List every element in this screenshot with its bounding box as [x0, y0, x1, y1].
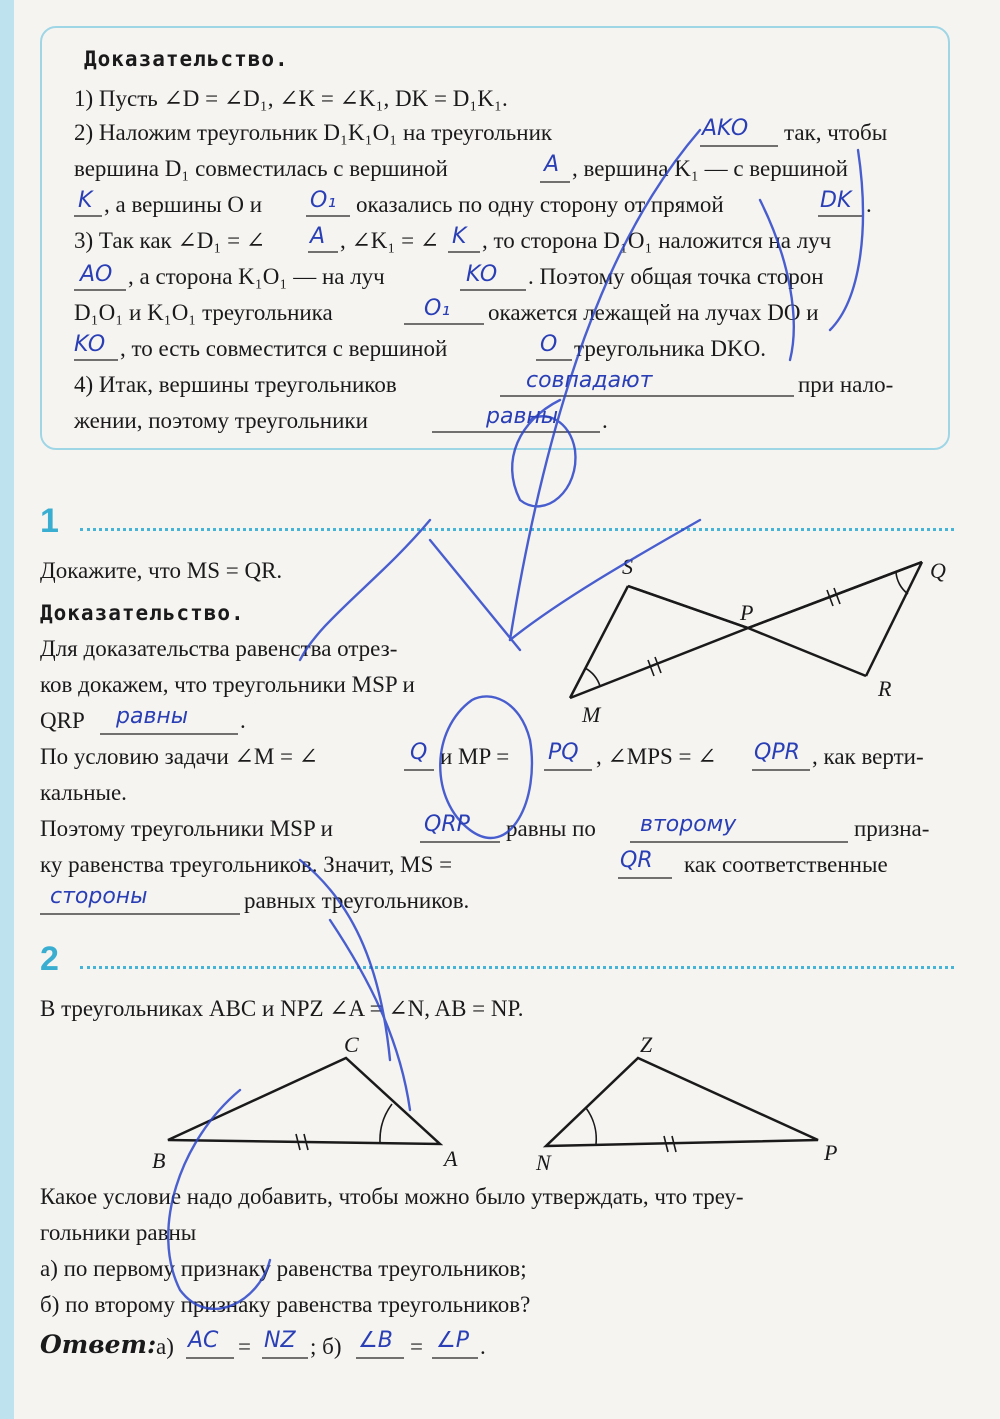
ink-h10: O₁: [424, 296, 451, 321]
ink-h25: ∠B: [358, 1328, 393, 1353]
label-N: N: [536, 1150, 551, 1175]
task-1-line-3a: QRP: [40, 708, 85, 733]
ink-h23: AC: [188, 1328, 219, 1353]
task-1-line-8: равных треугольников.: [244, 888, 470, 913]
ink-h13: совпадают: [526, 368, 653, 393]
figure-msp-qrp: [570, 562, 922, 698]
figure-abc: [168, 1058, 440, 1150]
pen-scribbles: [168, 130, 863, 1309]
ink-h14: равны: [486, 404, 559, 429]
task-2-number: 2: [40, 940, 59, 978]
proof-line-8b: треугольника DKO.: [574, 336, 766, 361]
task-1-line-4a: По условию задачи ∠M = ∠: [40, 744, 319, 769]
ink-h1: AKO: [702, 116, 749, 141]
proof-line-4b: оказались по одну сторону от прямой: [356, 192, 724, 217]
ink-h3: K: [78, 188, 93, 213]
ink-h8: AO: [80, 262, 113, 287]
task-1-line-4b: и MP =: [440, 744, 510, 769]
ink-h24: NZ: [264, 1328, 296, 1353]
task-1-line-3b: .: [240, 708, 246, 733]
ink-h26: ∠P: [436, 1328, 469, 1353]
proof-line-6b: . Поэтому общая точка сторон: [528, 264, 824, 289]
proof-line-6a: , а сторона K₁O₁ — на луч: [128, 264, 385, 289]
proof-line-7b: окажется лежащей на лучах DO и: [488, 300, 819, 325]
ink-h4: O₁: [310, 188, 337, 213]
proof-line-1: 1) Пусть ∠D = ∠D₁, ∠K = ∠K₁, DK = D₁K₁.: [74, 86, 508, 111]
task-1-line-4d: , как верти-: [812, 744, 924, 769]
answer-label: Ответ:: [40, 1330, 157, 1359]
ink-h5: DK: [820, 188, 852, 213]
label-C: C: [344, 1032, 359, 1057]
figure-npz: [546, 1058, 818, 1152]
task-1-line-4c: , ∠MPS = ∠: [596, 744, 717, 769]
proof-line-9a: 4) Итак, вершины треугольников: [74, 372, 397, 397]
task-1-line-6b: равны по: [506, 816, 596, 841]
task-1-line-7a: ку равенства треугольников. Значит, MS =: [40, 852, 453, 877]
proof-line-10a: жении, поэтому треугольники: [74, 408, 368, 433]
proof-line-4c: .: [866, 192, 872, 217]
label-P: P: [740, 600, 754, 625]
task-2-question-2: гольники равны: [40, 1220, 197, 1245]
answer-a-eq: =: [238, 1334, 251, 1359]
task-2-question-4: б) по второму признаку равенства треугольников?: [40, 1292, 531, 1317]
answer-a-label: а): [156, 1334, 174, 1359]
task-1-line-2: ков докажем, что треугольники MSP и: [40, 672, 415, 697]
ink-h19: QRP: [424, 812, 470, 837]
ink-h2: A: [544, 152, 560, 177]
proof-line-2b: так, чтобы: [784, 120, 888, 145]
ink-h9: KO: [466, 262, 498, 287]
ink-h15: равны: [116, 704, 189, 729]
label-R: R: [878, 676, 892, 701]
ink-h21: QR: [620, 848, 653, 873]
label-M: M: [582, 702, 601, 727]
label-A: A: [444, 1146, 458, 1171]
proof-heading: Доказательство.: [84, 47, 289, 71]
label-Z: Z: [640, 1032, 653, 1057]
task-1-line-1: Для доказательства равенства отрез-: [40, 636, 398, 661]
task-2-statement: В треугольниках ABC и NPZ ∠A = ∠N, AB = NP.: [40, 996, 524, 1021]
blank-underlines: [40, 146, 862, 1358]
proof-line-3a: вершина D₁ совместилась с вершиной: [74, 156, 448, 181]
ink-h12: O: [540, 332, 558, 357]
proof-line-7a: D₁O₁ и K₁O₁ треугольника: [74, 300, 333, 325]
proof-line-4a: , а вершины O и: [104, 192, 263, 217]
label-Q: Q: [930, 558, 946, 583]
ink-h6: A: [310, 224, 326, 249]
task-1-number: 1: [40, 502, 59, 540]
label-S: S: [622, 554, 633, 579]
task-1-line-6a: Поэтому треугольники MSP и: [40, 816, 333, 841]
task-2-question-1: Какое условие надо добавить, чтобы можно было утверждать, что треу-: [40, 1184, 744, 1209]
ink-h22: стороны: [50, 884, 148, 909]
ink-h17: PQ: [548, 740, 579, 765]
ink-h16: Q: [410, 740, 428, 765]
task-1-line-6c: призна-: [854, 816, 930, 841]
task-1-statement: Докажите, что MS = QR.: [40, 558, 283, 583]
answer-b-label: ; б): [310, 1334, 342, 1359]
task-1-line-7b: как соответственные: [684, 852, 888, 877]
proof-line-2a: 2) Наложим треугольник D₁K₁O₁ на треугольник: [74, 120, 553, 145]
proof-line-10b: .: [602, 408, 608, 433]
proof-line-5b: , ∠K₁ = ∠: [340, 228, 440, 253]
task-1-line-5: кальные.: [40, 780, 127, 805]
answer-end: .: [480, 1334, 486, 1359]
proof-line-5a: 3) Так как ∠D₁ = ∠: [74, 228, 266, 253]
ink-h11: KO: [74, 332, 106, 357]
task-2-question-3: а) по первому признаку равенства треугольников;: [40, 1256, 527, 1281]
ink-h18: QPR: [754, 740, 800, 765]
proof-line-3b: , вершина K₁ — с вершиной: [572, 156, 848, 181]
proof-line-9b: при нало-: [798, 372, 894, 397]
answer-b-eq: =: [410, 1334, 423, 1359]
task-1-heading: Доказательство.: [40, 601, 245, 625]
ink-h20: второму: [640, 812, 737, 837]
proof-line-5c: , то сторона D₁O₁ наложится на луч: [482, 228, 832, 253]
label-P2: P: [824, 1140, 838, 1165]
proof-line-8a: , то есть совместится с вершиной: [120, 336, 448, 361]
label-B: B: [152, 1148, 166, 1173]
ink-h7: K: [452, 224, 467, 249]
